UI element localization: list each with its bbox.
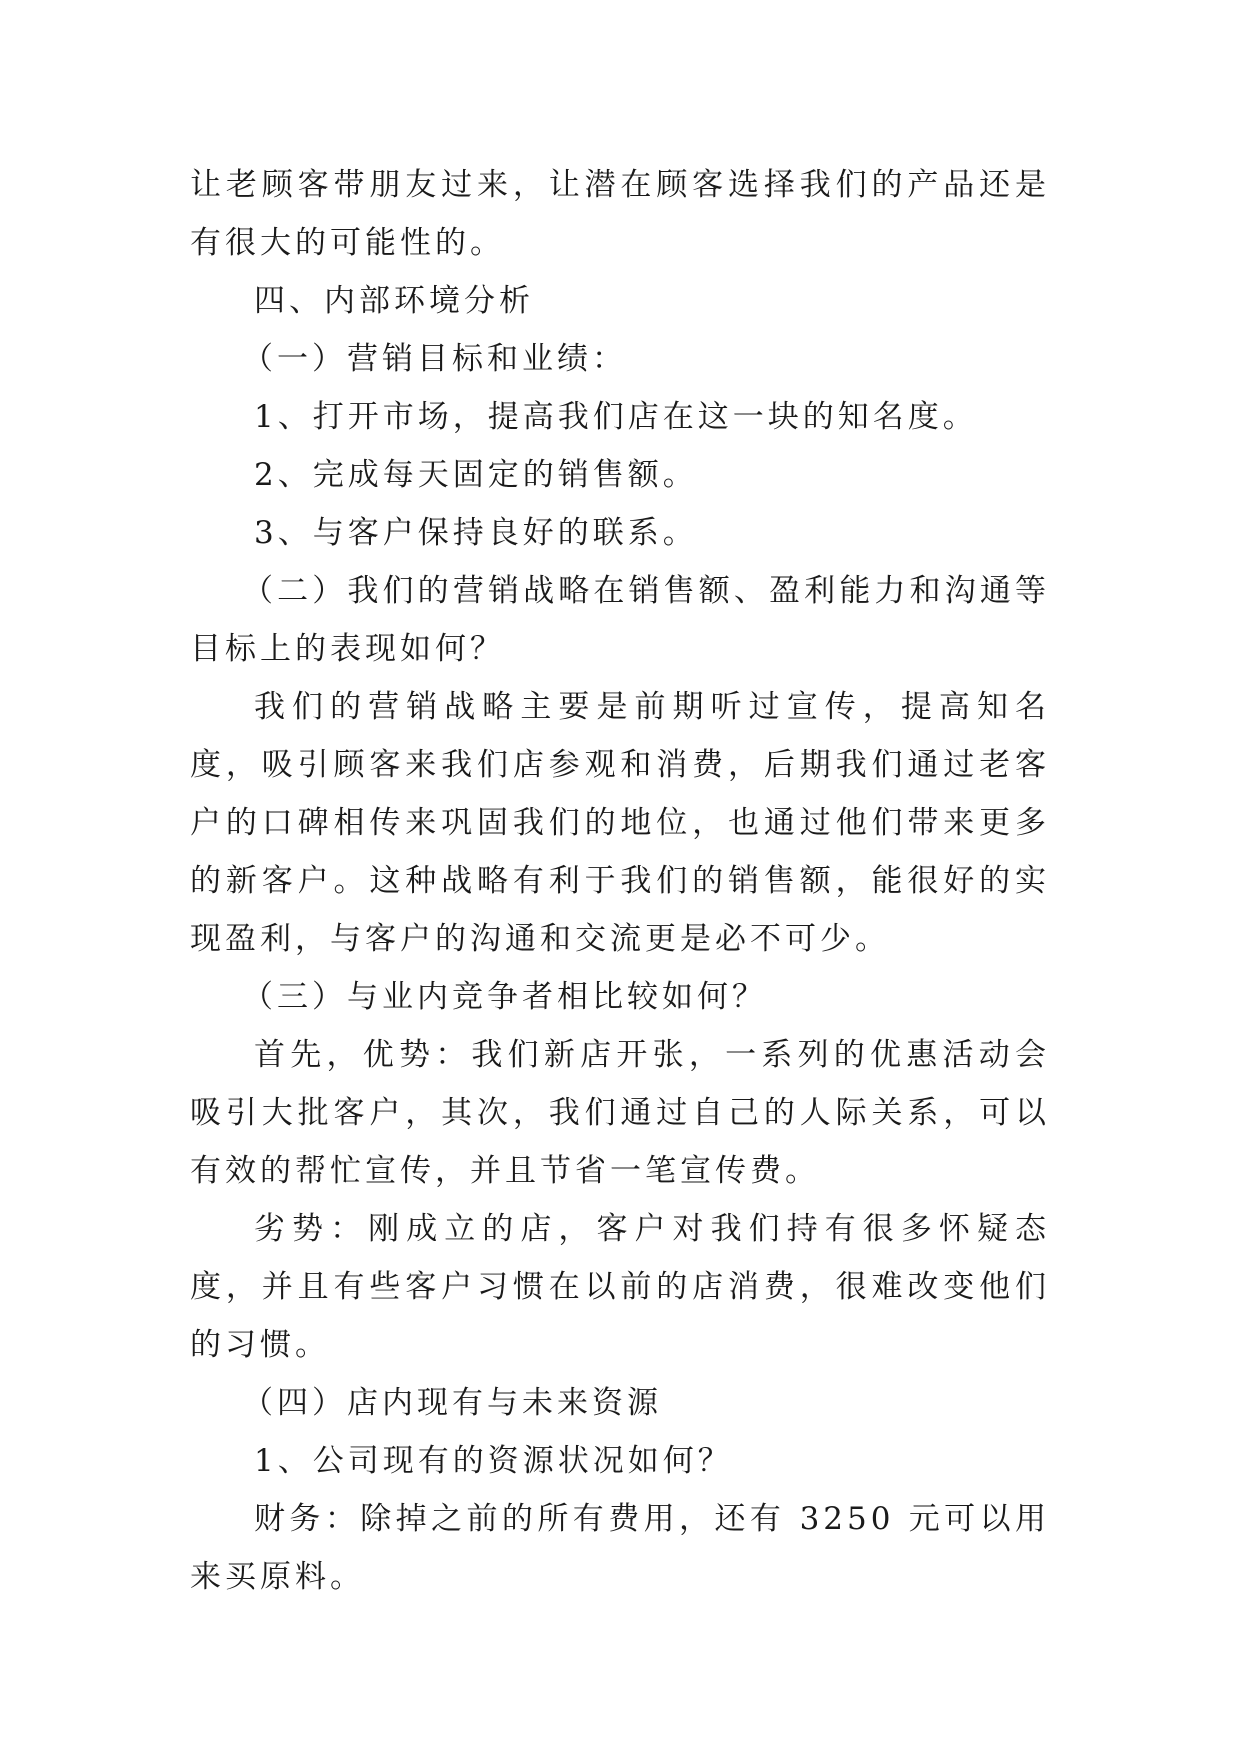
- paragraph-disadvantages: 劣势：刚成立的店，客户对我们持有很多怀疑态度，并且有些客户习惯在以前的店消费，很难改变他们的习惯。: [190, 1211, 1050, 1363]
- paragraph-continuation: 让老顾客带朋友过来，让潜在顾客选择我们的产品还是有很大的可能性的。: [190, 167, 1050, 261]
- list-item-resources-1: 1、公司现有的资源状况如何？: [254, 1443, 733, 1479]
- subheading-competitors: （三）与业内竞争者相比较如何？: [242, 979, 767, 1015]
- paragraph-strategy: 我们的营销战略主要是前期听过宣传，提高知名度，吸引顾客来我们店参观和消费，后期我们通过老客户的口碑相传来巩固我们的地位，也通过他们带来更多的新客户。这种战略有利于我们的销售额，能很好的实现盈利，与客户的沟通和交流更是必不可少。: [190, 689, 1050, 957]
- subheading-marketing-goals: （一）营销目标和业绩：: [242, 341, 627, 377]
- list-item-goal-2: 2、完成每天固定的销售额。: [254, 457, 698, 493]
- subheading-strategy-performance: （二）我们的营销战略在销售额、盈利能力和沟通等目标上的表现如何？: [190, 573, 1050, 667]
- subheading-resources: （四）店内现有与未来资源: [242, 1385, 662, 1421]
- section-heading-internal-analysis: 四、内部环境分析: [254, 283, 534, 319]
- paragraph-finance: 财务：除掉之前的所有费用，还有 3250 元可以用来买原料。: [190, 1501, 1050, 1595]
- document-body: [190, 156, 1050, 1606]
- list-item-goal-1: 1、打开市场，提高我们店在这一块的知名度。: [254, 399, 978, 435]
- list-item-goal-3: 3、与客户保持良好的联系。: [254, 515, 698, 551]
- paragraph-advantages: 首先，优势：我们新店开张，一系列的优惠活动会吸引大批客户，其次，我们通过自己的人际关系，可以有效的帮忙宣传，并且节省一笔宣传费。: [190, 1037, 1050, 1189]
